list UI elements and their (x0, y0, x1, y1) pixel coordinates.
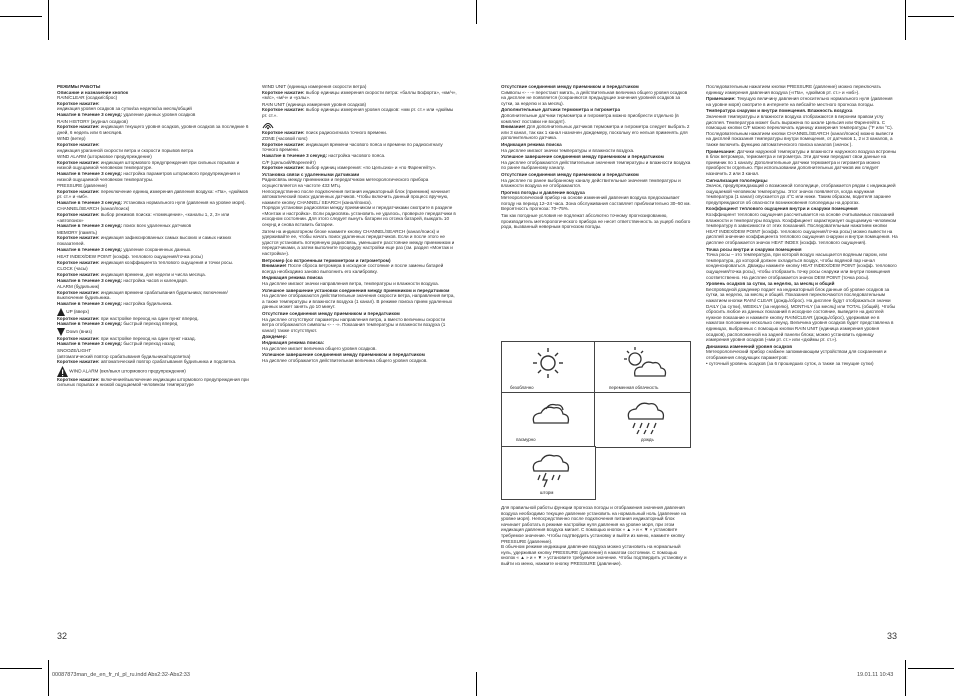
paragraph-text: После сброса ветромера в исходное состояние и после замены батарей всегда необходимо заново выполнить его калибровку. (262, 263, 444, 274)
paragraph: Так как погодные условия не подлежат абсолютно точному прогнозированию, производитель метеорологического прибора не несет ответственность за ущерб любого рода, вызванный неверным прогнозом погоды. (501, 213, 691, 230)
label-bold: Короткое нажатие: (262, 89, 305, 95)
paragraph (57, 235, 253, 246)
print-timestamp: 19.01.11 10:43 (857, 672, 894, 678)
paragraph: Метеорологический прибор снабжен запоминающим устройством для сохранения и отображения следующих параметров: (706, 349, 887, 360)
section-heading: Отсутствие соединения между приемником и передатчиком (501, 171, 639, 177)
paragraph: На дисплее мигают значки температуры и влажности воздуха. (501, 147, 635, 153)
forecast-label-sunny: безоблачно (510, 385, 534, 390)
paragraph: индикация уровня осадков за сутки/за неделю/за месяц/общий (57, 106, 192, 112)
paragraph: Коэффициент теплового ощущения рассчитывается на основе считываемых показаний влажности и температуры воздуха. Коэффициент характеризует ощущаемую человеком температуру в зависимости от этих показаний. Последовательным нажатием кнопки HEAT INDEX/DEW POINT (коэфф. теплового ощущения/точка росы) можно вывести на дисплей значение коэффициента теплового ощущения снаружи и внутри помещения. На дисплее отображается значок HEAT INDEX (коэфф. теплового ощущения). (706, 212, 898, 246)
paragraph: RAIN UNIT (единица измерения уровня осадков) (262, 101, 367, 107)
paragraph-text: Датчики наружной температуры и влажности наружного воздуха встроены в блок ветромера, термометра и гигрометра. Эти датчики передают свои данные на приемник по 1 каналу. Дополнительные датчики термометра и гигрометра можно приобрести отдельно. При использовании дополнительных датчиков им следует назначить 2 или 3 канал. (706, 148, 897, 176)
paragraph-text: быстрый переход назад (122, 341, 175, 347)
label-bold: Нажатие в течение 3 секунд: (262, 152, 328, 158)
label-bold: Короткое нажатие: (57, 100, 100, 106)
section-heading: РЕЖИМЫ РАБОТЫ (57, 84, 101, 89)
paragraph-text: настройка будильника. (122, 300, 173, 306)
paragraph (501, 124, 691, 141)
crop-mark (0, 668, 42, 669)
paragraph (57, 124, 253, 135)
paragraph-text: индикация времени часового пояса и времени по радиосигналу точного времени. (262, 141, 443, 153)
paragraph-text: индикация зафиксированных самых высоких и самых низких показателей. (57, 235, 232, 247)
paragraph: UP (вверх) (57, 308, 253, 316)
section-heading: Индикация режима поиска: (262, 339, 325, 345)
label-bold: Нажатие в течение 3 секунд: (57, 170, 123, 176)
paragraph (57, 359, 253, 365)
label-bold: Нажатие в течение 3 секунд: (57, 277, 123, 283)
left-column-1 (57, 84, 253, 388)
label-bold: Короткое нажатие: (57, 212, 100, 218)
label-bold: Короткое нажатие: (57, 235, 100, 241)
crop-mark (48, 660, 49, 696)
forecast-cell-sunny (501, 341, 596, 394)
paragraph: Символы «- - -» перестают мигать, а действительная величина общего уровня осадков на дисплее не появляется (сохраняются предыдущие значения уровней осадков за сутки, за неделю и за месяц). (501, 89, 688, 106)
label-bold: Нажатие в течение 3 секунд: (57, 111, 123, 117)
section-heading: Дождемер: (262, 334, 288, 340)
section-heading: Установка связи с удаленными датчиками (262, 171, 360, 177)
label-bold: Короткое нажатие: (57, 289, 100, 295)
paragraph: Точка росы – это температура, при которой воздух насыщается водяным паром, или температура, до которой должен охладиться воздух, чтобы водяной пар начал конденсироваться. Дважды нажмите кнопку HEAT INDEX/DEW POINT (коэфф. теплового ощущения/точка росы), чтобы отобразить точку росы снаружи или внутри помещения соответственно. На дисплее отображается значок DEW POINT (точка росы). (706, 252, 897, 280)
label-bold: Короткое нажатие: (262, 107, 305, 113)
paragraph: ZONE (часовой пояс) (262, 136, 308, 142)
paragraph-text: Установка нормального нуля (давления на уровне моря). (122, 199, 246, 205)
section-heading: Точка росы внутри и снаружи помещения (706, 246, 802, 252)
rain-icon (595, 393, 690, 437)
paragraph (57, 189, 253, 200)
paragraph (57, 377, 253, 388)
right-column-1 (501, 84, 691, 230)
paragraph: Down (вниз) (57, 328, 253, 336)
paragraph: RAIN/CLEAR (осадки/сброс) (57, 95, 118, 101)
paragraph-text: настройка параметров штормового предупреждения и низкой ощущаемой человеком температуры. (57, 170, 240, 182)
paragraph-text: Текущую величину давления относительно нормального нуля (давления на уровне моря) смотрите в интернете на вебсайте местного прогноза погоды. (706, 96, 893, 107)
section-heading: Успешное завершение соединения между приемником и передатчиком (262, 352, 425, 358)
paragraph: На дисплее отображаются действительные значения скорости ветра, направления ветра, а также температуры и влажности воздуха (1 канал). В режиме поиска прием удаленных данных может занять до 10 минут. (262, 293, 455, 310)
forecast-cell-storm (501, 446, 596, 500)
section-heading: Уровень осадков за сутки, за неделю, за месяц и общий (706, 281, 835, 287)
crop-mark (905, 0, 906, 40)
paragraph: • суточный уровень осадков (за 6 прошедших суток, а также за текущие сутки) (706, 360, 874, 366)
paragraph (706, 96, 898, 107)
right-column-1-bottom (501, 505, 691, 567)
forecast-grid (501, 341, 689, 501)
section-heading: Дополнительные датчики термометра и гигрометра (501, 107, 621, 113)
label-bold: Короткое нажатие: (57, 335, 100, 341)
label-bold: Короткое нажатие: (57, 159, 100, 165)
paragraph: Метеорологический прибор на основе изменений давления воздуха предсказывает погоду на период 12–24 часа. Зона обслуживания составляет приблизительно 30–50 км. Вероятность прогноза: 70–75%. (501, 195, 691, 212)
wind-alarm-icon (57, 366, 68, 377)
label-bold: Короткое нажатие: (57, 376, 100, 382)
section-heading: Индикация режима поиска (262, 275, 323, 281)
paragraph (262, 263, 458, 274)
paragraph: На дисплее отображается действительная величина общего уровня осадков. (262, 357, 428, 363)
paragraph-text: быстрый переход вперед (122, 321, 178, 327)
paragraph-text: включение/выключение индикации штормового предупреждения при сильных порывах и низкой ощущаемой человеком температуре (57, 376, 249, 388)
paragraph: индикация ураганной скорости ветра и скорости порывов ветра (57, 147, 194, 153)
right-column-2 (706, 84, 898, 366)
paragraph-text: удаление данных уровня осадков (122, 111, 196, 117)
paragraph: MEMORY (память) (57, 229, 98, 235)
section-heading: Прогноз погоды и давление воздуха (501, 189, 585, 195)
paragraph-text: индикация штормового предупреждения при сильных порывах и низкой ощущаемой человеком температуре. (57, 159, 240, 171)
paragraph-text: поиск всех удаленных датчиков (122, 223, 192, 229)
paragraph: WIND (ветер) (57, 136, 86, 142)
section-heading: Динамика изменений уровня осадков (706, 343, 793, 349)
paragraph-text: выбор единицы измерения уровня осадков: «мм рт. ст.» или «дюймы рт. ст.». (262, 107, 454, 118)
paragraph: На дисплее отображаются действительные значения температуры и влажности воздуха по ранее выбранному каналу. (501, 159, 691, 171)
label-bold: Внимание! (501, 124, 526, 130)
paragraph-text: автоматический повтор срабатывания будильника и подсветка. (99, 359, 237, 365)
paragraph-text: индикация времени срабатывания будильника; включение/выключение будильника. (57, 289, 228, 301)
paragraph: SNOOZE/LIGHT (57, 347, 92, 353)
paragraph-text: удаление сохраненных данных. (122, 246, 192, 252)
paragraph-text: при настройке переход на один пункт назад. (99, 335, 196, 341)
label-bold: Примечание: (706, 96, 736, 102)
paragraph: WIND UNIT (единица измерения скорости ветра) (262, 84, 367, 89)
section-heading: Успешное завершение соединения между приемником и передатчиком (501, 154, 664, 160)
label-bold: Короткое нажатие: (57, 272, 100, 277)
section-heading: Индикация режима поиска (501, 141, 562, 147)
left-column-2 (262, 84, 458, 363)
triangle-down-icon (57, 328, 65, 336)
label-bold: Короткое нажатие: (57, 359, 100, 365)
label-bold: Короткое нажатие: (57, 259, 100, 265)
section-heading: Описание и назначение кнопок (57, 89, 129, 95)
label-bold: Примечание: (706, 148, 736, 154)
paragraph: На дисплее по ранее выбранному каналу действительные значения температуры и влажности воздуха не отображаются. (501, 177, 681, 189)
label-bold: Короткое нажатие: (57, 188, 100, 194)
paragraph: Значок, предупреждающий о возможной гололедице, отображается рядом с индикацией ощущаемой человеком температуры. Этот значок появляется, когда наружная температура (1 канал) опускается до 4°C или ниже. Таким образом, водителя заранее предупреждаются об опасности возникновения гололедицы на дорогах. (706, 183, 896, 205)
paragraph: CHANNEL/SEARCH (канал/поиск) (57, 206, 130, 212)
paragraph (57, 171, 253, 182)
section-heading: Ветромер (со встроенным термометром и гигрометром) (262, 257, 391, 263)
paragraph (57, 160, 253, 171)
label-bold: Нажатие в течение 3 секунд: (57, 300, 123, 306)
paragraph-text: настройка часов и календаря. (122, 277, 188, 283)
label-bold: Короткое нажатие: (262, 129, 305, 135)
crop-mark (905, 660, 906, 696)
label-bold: Короткое нажатие: (262, 165, 305, 171)
forecast-label-rain: дождь (641, 437, 654, 442)
paragraph: HEAT INDEX/DEW POINT (коэфф. теплового ощущения/точка росы) (57, 254, 203, 260)
section-heading: Температура снаружи и внутри помещения. Влажность воздуха (706, 108, 853, 114)
partly-cloudy-icon (595, 342, 690, 386)
forecast-label-cloudy: пасмурно (516, 437, 536, 442)
triangle-up-icon (57, 308, 65, 316)
crop-mark (48, 0, 49, 40)
paragraph-text: поиск радиосигнала точного времени. (304, 129, 388, 135)
paragraph-text: индикация текущего уровня осадков, уровня осадков за последние 6 дней, 6 недель или 6 месяцев. (57, 124, 249, 135)
forecast-cell-rain (594, 392, 691, 448)
paragraph-text: выбор режимов поиска: «помещение», «каналы 1, 2, 3» или «автопоиск» (57, 212, 230, 223)
sun-icon (502, 342, 595, 386)
label-bold: Короткое нажатие: (57, 124, 100, 130)
paragraph-text: переключение единиц измерения давления воздуха: «Па», «дюймов рт. ст.» и «мб». (57, 188, 248, 200)
paragraph: Беспроводной дождемер подает на индикаторный блок данные об уровне осадков за сутки, за неделю, за месяц и общий. Показания переключаются последовательным нажатием кнопки RAIN/ CLEAR (дождь/сброс). На дисплее будут отображаться значки DAILY (за сутки), WEEKLY (за неделю), MONTHLY (за месяц) или TOTAL (общий). Чтобы сбросить любое из данных показаний в исходное состояние, выведите на дисплей нужное показание и нажмите кнопку RAIN/CLEAR (дождь/сброс), удерживая ее в нажатом положении несколько секунд. Величина уровня осадков будет представлена в единицах, выбранных с помощью кнопки RAIN UNIT (единица измерения уровня осадков), расположенной на задней панели блока; можно установить единицу измерения уровня осадков («мм рт. ст.» или «дюймы рт. ст.»). (706, 286, 896, 343)
label-bold: Нажатие в течение 3 секунд: (57, 341, 123, 347)
paragraph (57, 200, 253, 206)
paragraph-text: Для дополнительных датчиков термометра и гигрометра следует выбрать 2 или 3 канал, так как 1 канал назначен дождемеру, поскольку его нельзя применять для дополнительного датчика. (501, 124, 690, 141)
crop-mark (476, 672, 477, 696)
paragraph-text: выбор единицы измерения скорости ветра: «баллы Бофорта», «км/ч», «м/с», «м/ч» и «узлы». (262, 89, 457, 101)
paragraph: Непосредственно после подключения питания индикаторный блок (приемник) начинает автоматический поиск удаленных датчиков. Чтобы включить данный процесс вручную, нажмите кнопку CHANNEL/ SEARCH (канал/поиск). (262, 188, 451, 205)
section-heading: Сигнализация гололедицы (706, 177, 768, 183)
label-bold: Короткое нажатие: (57, 315, 100, 321)
radio-signal-icon (262, 120, 274, 130)
paragraph-text: выбор единиц измерения: «по Цельсию» и «по Фаренгейту». (304, 165, 437, 171)
paragraph: В обычном режиме индикации давление воздуха можно установить на нормальный нуль, удерживая кнопку PRESSURE (давление) в нажатом состоянии. С помощью кнопок « ▲ » и « ▼ » установите требуемое значение. Чтобы подтвердить установку и выйти из меню, нажмите кнопку PRESSURE (давление). (501, 544, 687, 566)
label-bold: Нажатие в течение 3 секунд: (57, 321, 123, 327)
forecast-label-partly: переменная облачность (609, 385, 659, 390)
page-number-right: 33 (887, 631, 898, 641)
paragraph: Порядок установки радиосвязи между приемником и передатчиками смотрите в разделе «Монтаж и настройка». Если радиосвязь установить не удалось, проверьте передатчики в исходном состоянии. Для этого следует вынуть батареи из отсека батарей, выждать 10 секунд и снова вставить батареи. (262, 205, 456, 228)
paragraph: На дисплее мигают значки направления ветра, температуры и влажности воздуха. (262, 281, 439, 286)
paragraph: ALARM (будильник) (57, 284, 100, 290)
label-bold: Нажатие в течение 3 секунд: (57, 223, 123, 229)
crop-mark (908, 16, 954, 17)
paragraph: Последовательным нажатием кнопки PRESSURE (давление) можно переключать единицу измерения давления воздуха («гПа», «дюймов рт. ст.» и «мб»). (706, 84, 881, 95)
paragraph: Для правильной работы функции прогноза погоды и отображения значения давления воздуха необходимо текущее давление установить на нормальный ноль (давление на уровне моря). Непосредственно после подключения питания индикаторный блок начинает работать в режиме настройки нуля давления на уровне моря, при этом индикация давления воздуха мигает. С помощью кнопок « ▲ » и « ▼ » установите требуемое значение. Чтобы подтвердить установку и выйти из меню, нажмите кнопку PRESSURE (давление). (501, 505, 687, 544)
crop-mark (476, 0, 477, 24)
label-bold: Короткое нажатие: (262, 141, 305, 147)
paragraph (57, 260, 253, 266)
paragraph (262, 107, 458, 118)
forecast-cell-cloudy (501, 392, 596, 448)
crop-mark (908, 668, 954, 669)
section-heading: Коэффициент теплового ощущения внутри и снаружи помещения (706, 206, 858, 212)
paragraph-text: при настройке переход на один пункт вперед. (99, 315, 199, 321)
forecast-label-storm: шторм (540, 490, 554, 495)
paragraph (57, 212, 253, 223)
paragraph: Затем на индикаторном блоке нажмите кнопку CHANNEL/SEARCH (канал/поиск) и удерживайте ее, чтобы начать поиск удаленных передатчиков. Если и после этого не удастся установить потерянную радиосвязь, уменьшите расстояние между приемником и передатчиками, а затем выполните процедуру настройки еще раз (см. раздел «Монтаж и настройка»). (262, 228, 455, 257)
forecast-cell-partly (594, 341, 691, 394)
label-bold: Внимание! (262, 263, 287, 269)
section-heading: Успешное завершение установки соединения между приемником и передатчиком (262, 287, 450, 293)
paragraph: WIND ALARM (вкл/выкл штормового предупреждения) (57, 366, 253, 377)
paragraph: CLOCK (часы) (57, 266, 88, 272)
crop-mark (0, 16, 42, 17)
storm-icon (502, 447, 595, 491)
paragraph (262, 90, 458, 101)
paragraph: На дисплее отсутствуют параметры направления ветра, а вместо величины скорости ветра отображаются символы «- - -». Показания температуры и влажности воздуха (1 канал) также отсутствуют. (262, 316, 446, 333)
cloud-icon (502, 393, 595, 437)
paragraph: RAIN HISTORY (журнал осадков) (57, 118, 128, 124)
print-slug: 00087873man_de_en_fr_nl_pl_ru.indd Abs2:32-Abs2:33 (52, 672, 190, 678)
paragraph (706, 149, 898, 177)
label-bold: Нажатие в течение 3 секунд: (57, 246, 123, 252)
paragraph: На дисплее мигает величина общего уровня осадков. (262, 345, 377, 351)
label-bold: Нажатие в течение 3 секунд: (57, 199, 123, 205)
page-number-left: 32 (57, 631, 68, 641)
label-bold: Короткое нажатие: (57, 141, 100, 147)
paragraph: WIND ALARM (штормовое предупреждение) (57, 154, 152, 160)
paragraph (262, 142, 458, 153)
paragraph: Значения температуры и влажности воздуха отображаются в верхнем правом углу дисплея. Температура может быть выражена по шкале Цельсия или Фаренгейта. С помощью кнопки C/F можно переключать единицу измерения температуры (°F или °C). Последовательным нажатием кнопки CHANNEL/SEARCH (канал/поиск) можно вывести на дисплей показания температуры внутри помещения, от датчиков 1, 2 и 3 каналов, а также включить функцию автоматического поиска каналов (значок ). (706, 113, 894, 147)
paragraph (57, 290, 253, 301)
paragraph: C/F (Цельсий/Фаренгейт) (262, 159, 316, 165)
paragraph (262, 165, 458, 171)
paragraph-text: индикация коэффициента теплового ощущения и точки росы. (99, 259, 234, 265)
paragraph: (автоматический повтор срабатывания будильника/подсветка) (57, 353, 191, 359)
paragraph: Дополнительные датчики термометра и гигрометра можно приобрести отдельно (в комплект поставки не входят). (501, 112, 679, 124)
section-heading: Отсутствие соединения между приемником и передатчиком (501, 84, 639, 89)
paragraph (262, 120, 458, 130)
paragraph: Радиосвязь между приемником и передатчиком метеорологического прибора осуществляется на частоте 433 МГц. (262, 177, 429, 188)
paragraph-text: настройка часового пояса. (327, 152, 386, 158)
section-heading: Отсутствие соединения между приемником и передатчиком (262, 310, 400, 316)
paragraph: PRESSURE (давление) (57, 183, 108, 189)
paragraph-text: индикация времени, дня недели и числа месяца. (99, 272, 206, 277)
